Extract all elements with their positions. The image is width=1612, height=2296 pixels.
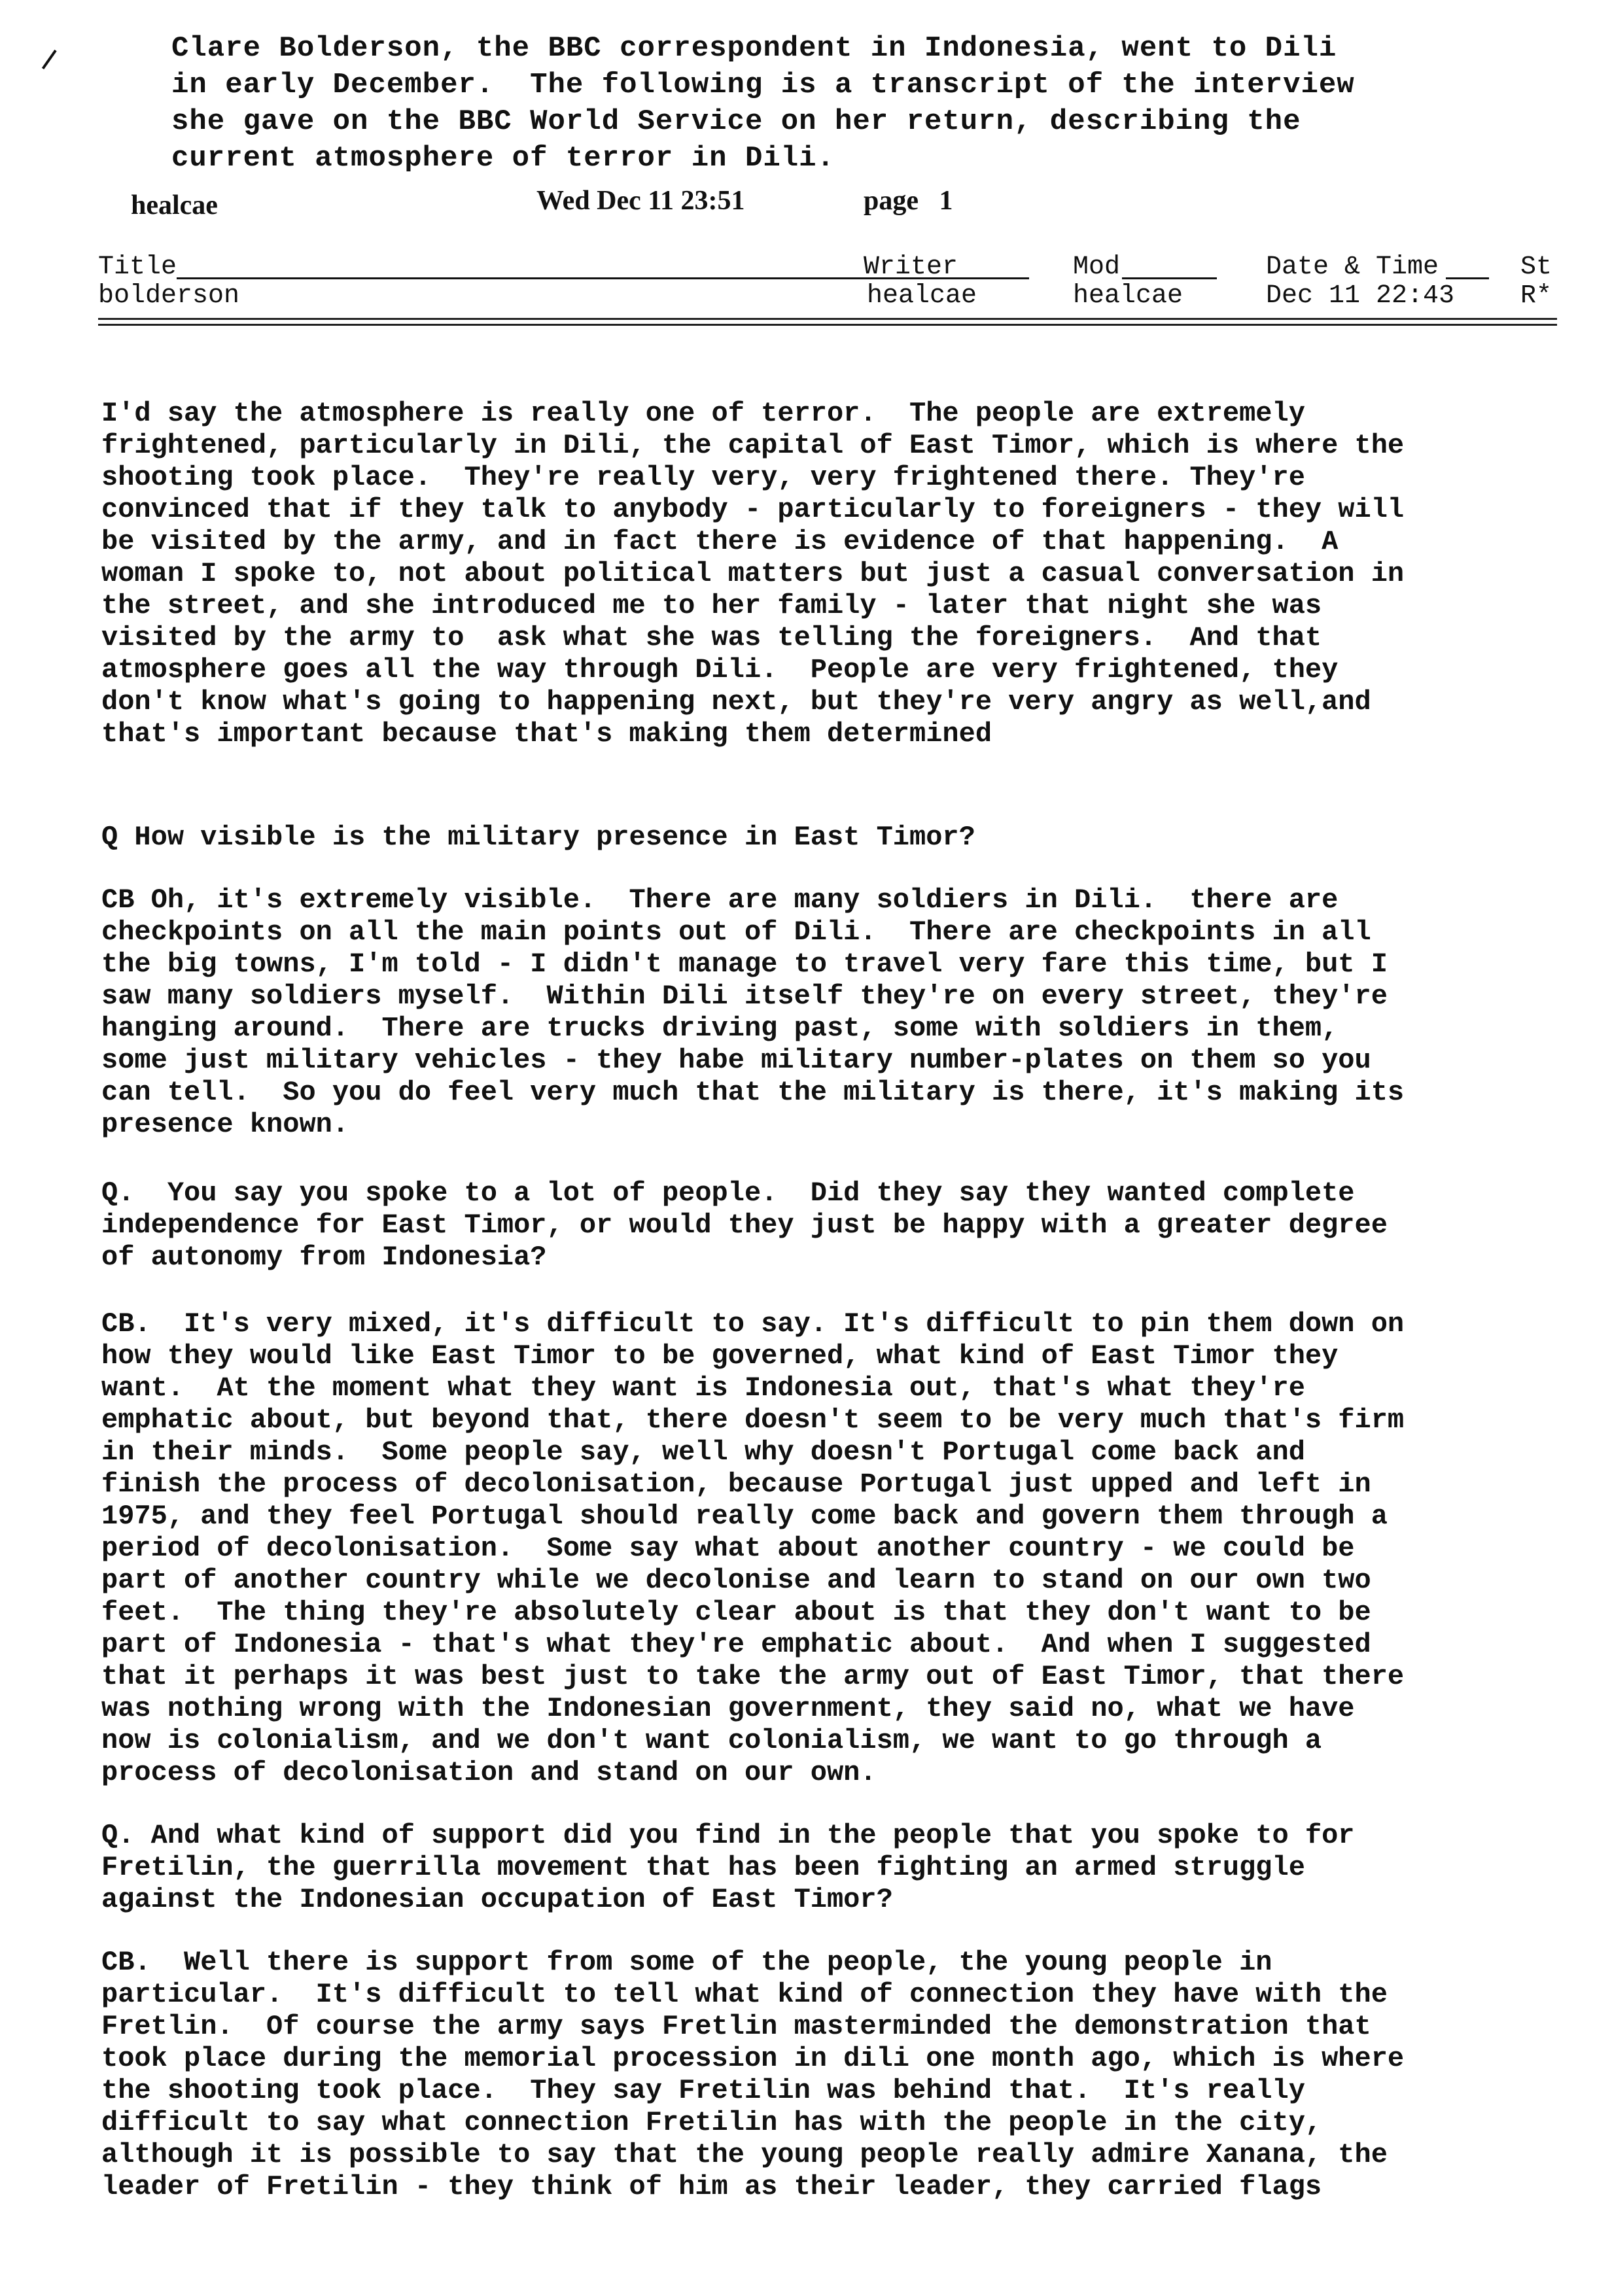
margin-tick-mark	[42, 50, 64, 75]
question-1: Q How visible is the military presence in East Timor?	[101, 822, 975, 853]
writer-value: healcae	[867, 281, 977, 311]
question-3: Q. And what kind of support did you find in the people that you spoke to for Fretilin, the guerrilla movement that has been fighting an armed struggle against the Indonesian occupation of East Timor?	[101, 1820, 1355, 1915]
double-rule-divider	[98, 318, 1557, 326]
title-label: Title	[98, 252, 177, 282]
header-page-label: page	[864, 186, 919, 216]
transcript-paragraph-1: I'd say the atmosphere is really one of terror. The people are extremely frightened, particularly in Dili, the capital of East Timor, which is where the shooting took place. They're really very, very frightened there. They're convinced that if they talk to anybody - particularly to foreigners - they will be visited by the army, and in fact there is evidence of that happening. A woman I spoke to, not about political matters but just a casual conversation in the street, and she introduced me to her family - later that night she was visited by the army to ask what she was telling the foreigners. And that atmosphere goes all the way through Dili. People are very frightened, they don't know what's going to happening next, but they're very angry as well,and that's important because that's making them determined	[101, 398, 1405, 750]
datetime-value: Dec 11 22:43	[1266, 281, 1455, 311]
mod-value: healcae	[1073, 281, 1183, 311]
question-2: Q. You say you spoke to a lot of people. Did they say they wanted complete independence for East Timor, or would they just be happy with a greater degree of autonomy from Indonesia?	[101, 1177, 1388, 1273]
writer-label: Writer	[864, 252, 958, 282]
status-value: R*	[1520, 281, 1552, 311]
header-page-number: 1	[939, 186, 953, 216]
header-user: healcae	[131, 190, 218, 220]
mod-underline	[1122, 277, 1217, 279]
answer-2: CB. It's very mixed, it's difficult to say. It's difficult to pin them down on how they would like East Timor to be governed, what kind of East Timor they want. At the moment what they want is Indonesia out, that's what they're emphatic about, but beyond that, there doesn't seem to be very much that's firm in their minds. Some people say, well why doesn't Portugal come back and finish the process of decolonisation, because Portugal just upped and left in 1975, and they feel Portugal should really come back and govern them through a period of decolonisation. Some say what about another country - we could be part of another country while we decolonise and learn to stand on our own two feet. The thing they're absolutely clear about is that they don't want to be part of Indonesia - that's what they're emphatic about. And when I suggested that it perhaps it was best just to take the army out of East Timor, that there was nothing wrong with the Indonesian government, they said no, what we have now is colonialism, and we don't want colonialism, we want to go through a process of decolonisation and stand on our own.	[101, 1308, 1405, 1788]
answer-1: CB Oh, it's extremely visible. There are many soldiers in Dili. there are checkpoints on all the main points out of Dili. There are checkpoints in all the big towns, I'm told - I didn't manage to travel very fare this time, but I saw many soldiers myself. Within Dili itself they're on every street, they're hanging around. There are trucks driving past, some with soldiers in them, some just military vehicles - they habe military number-plates on them so you can tell. So you do feel very much that the military is there, it's making its presence known.	[101, 884, 1405, 1140]
title-underline	[177, 277, 958, 279]
title-value: bolderson	[98, 281, 240, 311]
answer-3: CB. Well there is support from some of the people, the young people in particular. It's difficult to tell what kind of connection they have with the Fretlin. Of course the army says Fretlin masterminded the demonstration that took place during the memorial procession in dili one month ago, which is where the shooting took place. They say Fretilin was behind that. It's really difficult to say what connection Fretilin has with the people in the city, although it is possible to say that the young people really admire Xanana, the leader of Fretilin - they think of him as their leader, they carried flags	[101, 1947, 1405, 2202]
mod-label: Mod	[1073, 252, 1121, 282]
intro-paragraph: Clare Bolderson, the BBC correspondent in Indonesia, went to Dili in early December. The following is a transcript of the interview she gave on the BBC World Service on her return, describing the current atmosphere of terror in Dili.	[171, 32, 1355, 175]
writer-underline	[958, 277, 1029, 279]
header-page	[864, 185, 953, 217]
status-label: St	[1520, 252, 1552, 282]
datetime-underline	[1446, 277, 1489, 279]
header-datetime: Wed Dec 11 23:51	[536, 186, 745, 216]
metadata-table	[98, 243, 1557, 341]
datetime-label: Date & Time	[1266, 252, 1439, 282]
